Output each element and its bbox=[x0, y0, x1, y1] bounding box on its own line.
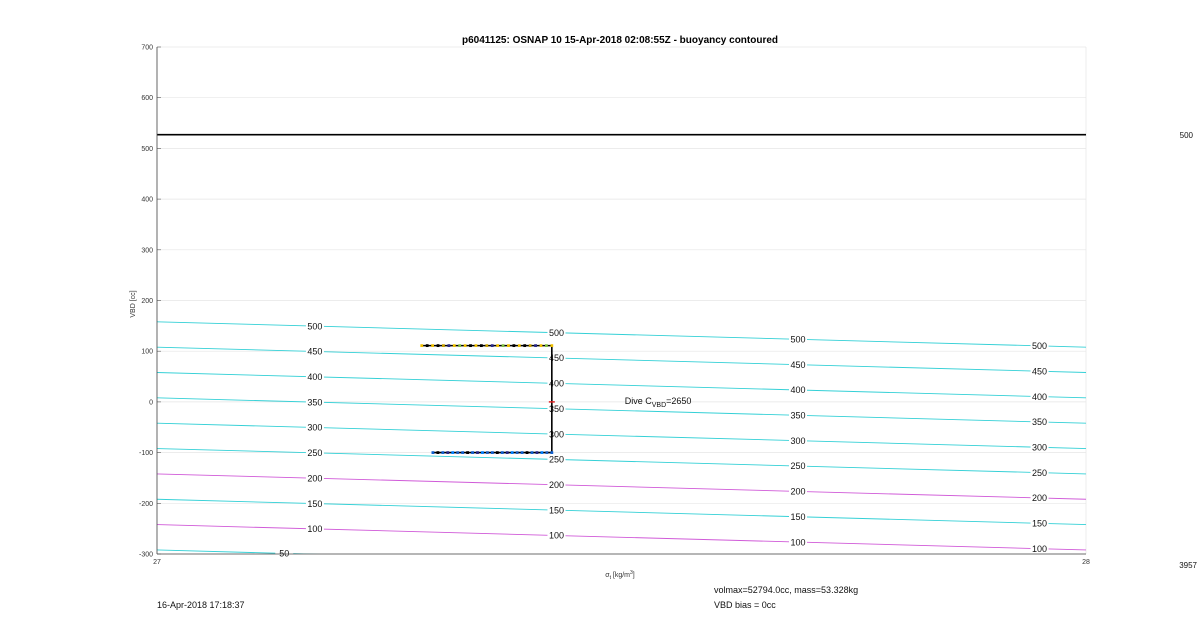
dive-marker-point bbox=[496, 451, 499, 454]
contour-label: 200 bbox=[790, 486, 806, 497]
contour-label: 100 bbox=[548, 530, 564, 541]
footer-timestamp: 16-Apr-2018 17:18:37 bbox=[157, 600, 245, 610]
x-axis-label: $\sigma_t$ $[kg/m^3]$ bbox=[605, 570, 635, 581]
y-tick-label: 400 bbox=[141, 196, 153, 204]
dive-marker-point bbox=[469, 344, 472, 347]
dive-marker-point bbox=[491, 451, 494, 454]
dive-marker-point bbox=[529, 344, 532, 347]
dive-marker-point bbox=[550, 451, 553, 454]
dive-marker-point bbox=[476, 451, 479, 454]
dive-marker-point bbox=[447, 344, 450, 347]
dive-marker-point bbox=[436, 451, 439, 454]
dive-marker-point bbox=[536, 451, 539, 454]
dive-marker-point bbox=[432, 451, 435, 454]
y-tick-label: 600 bbox=[141, 95, 153, 103]
y-tick-label: -300 bbox=[138, 551, 153, 559]
right-label-top: 500 bbox=[1179, 131, 1193, 140]
dive-marker-point bbox=[512, 344, 515, 347]
dive-marker-point bbox=[545, 344, 548, 347]
dive-marker-point bbox=[431, 344, 434, 347]
dive-marker-point bbox=[511, 451, 514, 454]
y-tick-label: 100 bbox=[141, 348, 153, 356]
contour-label: 250 bbox=[307, 448, 323, 459]
contour-label: 100 bbox=[1032, 543, 1048, 554]
dive-marker-point bbox=[464, 344, 467, 347]
y-tick-label: 200 bbox=[141, 298, 153, 305]
contour-line-300 bbox=[157, 423, 1086, 448]
y-tick-label: -200 bbox=[138, 500, 153, 508]
y-tick-label: 700 bbox=[141, 44, 153, 52]
contour-label: 450 bbox=[1032, 366, 1048, 377]
dive-marker-point bbox=[545, 451, 548, 454]
contour-lines bbox=[157, 322, 1086, 576]
dive-marker-point bbox=[466, 451, 469, 454]
contour-label: 200 bbox=[1032, 493, 1048, 504]
dive-marks bbox=[157, 135, 1086, 454]
contour-label: 150 bbox=[548, 505, 564, 516]
footer-volmax-mass: volmax=52794.0cc, mass=53.328kg bbox=[714, 585, 859, 595]
dive-marker-point bbox=[475, 344, 478, 347]
contour-label: 450 bbox=[307, 346, 323, 357]
dive-marker-point bbox=[540, 344, 543, 347]
dive-marker-point bbox=[491, 344, 494, 347]
dive-marker-point bbox=[534, 344, 537, 347]
contour-label: 400 bbox=[307, 372, 323, 383]
contour-label: 500 bbox=[548, 327, 564, 338]
chart-title: p6041125: OSNAP 10 15-Apr-2018 02:08:55Z - buoyancy contoured bbox=[461, 35, 779, 46]
dive-marker-point bbox=[502, 344, 505, 347]
contour-line-400 bbox=[157, 372, 1086, 397]
y-tick-label: 300 bbox=[141, 247, 153, 255]
contour-label: 300 bbox=[1032, 442, 1048, 453]
contour-label: 400 bbox=[548, 378, 564, 389]
dive-cvbd-annotation: Dive $C_{VBD}=2650$ bbox=[624, 395, 692, 409]
dive-marker-point bbox=[550, 344, 553, 347]
dive-marker-point bbox=[526, 451, 529, 454]
contour-label: 500 bbox=[790, 334, 806, 345]
contour-label: 100 bbox=[307, 524, 323, 535]
dive-marker-point bbox=[518, 344, 521, 347]
dive-marker-point bbox=[456, 451, 459, 454]
contour-line-100 bbox=[157, 525, 1086, 550]
x-tick-label: 28 bbox=[1082, 559, 1090, 566]
contour-label: 300 bbox=[790, 435, 806, 446]
footer-vbd-bias: VBD bias = 0cc bbox=[714, 600, 776, 610]
dive-marker-point bbox=[506, 451, 509, 454]
contour-label: 300 bbox=[307, 422, 323, 433]
contour-label: 200 bbox=[307, 473, 323, 484]
dive-marker-point bbox=[516, 451, 519, 454]
buoyancy-contours bbox=[157, 321, 1086, 575]
dive-marker-point bbox=[485, 344, 488, 347]
contour-label: 250 bbox=[790, 461, 806, 472]
dive-marker-point bbox=[481, 451, 484, 454]
dive-marker-point bbox=[486, 451, 489, 454]
contour-line-500 bbox=[157, 322, 1086, 347]
contour-label: 250 bbox=[1032, 467, 1048, 478]
contour-label: 400 bbox=[790, 385, 806, 396]
dive-marker-point bbox=[437, 344, 440, 347]
axes bbox=[139, 45, 1198, 571]
contour-label: 400 bbox=[1032, 391, 1048, 402]
y-tick-label: -100 bbox=[138, 450, 153, 458]
dive-marker-point bbox=[507, 344, 510, 347]
dive-marker-point bbox=[461, 451, 464, 454]
contour-label: 100 bbox=[790, 537, 806, 548]
dive-marker-point bbox=[441, 451, 444, 454]
contour-label: 150 bbox=[790, 511, 806, 522]
contour-label: 150 bbox=[307, 498, 323, 509]
dive-marker-point bbox=[420, 344, 423, 347]
y-tick-label: 0 bbox=[149, 399, 153, 407]
contour-label: 500 bbox=[1032, 341, 1048, 352]
dive-marker-point bbox=[426, 344, 429, 347]
dive-marker-point bbox=[446, 451, 449, 454]
dive-marker-point bbox=[453, 344, 456, 347]
contour-label: 150 bbox=[1032, 518, 1048, 529]
dive-marker-point bbox=[523, 344, 526, 347]
contour-label: 50 bbox=[279, 548, 290, 559]
x-tick-label: 27 bbox=[153, 559, 161, 566]
contour-label: 350 bbox=[307, 397, 323, 408]
dive-marker-point bbox=[541, 451, 544, 454]
contour-label: 200 bbox=[548, 479, 564, 490]
y-tick-label: 500 bbox=[141, 145, 153, 153]
contour-label: 350 bbox=[1032, 417, 1048, 428]
dive-path bbox=[422, 346, 552, 453]
contour-label: 450 bbox=[790, 359, 806, 370]
y-axis-label: VBD [cc] bbox=[130, 290, 137, 318]
dive-marker-point bbox=[471, 451, 474, 454]
dive-marker-point bbox=[480, 344, 483, 347]
contour-label: 450 bbox=[548, 353, 564, 364]
dive-marker-point bbox=[451, 451, 454, 454]
right-label-bottom: 3957 bbox=[1179, 561, 1197, 570]
dive-marker-point bbox=[458, 344, 461, 347]
dive-marker-point bbox=[442, 344, 445, 347]
dive-marker-point bbox=[496, 344, 499, 347]
contour-label: 500 bbox=[307, 321, 323, 332]
dive-marker-point bbox=[531, 451, 534, 454]
contour-label: 350 bbox=[790, 410, 806, 421]
contour-label: 250 bbox=[548, 454, 564, 465]
contour-label: 350 bbox=[548, 403, 564, 414]
dive-marker-point bbox=[501, 451, 504, 454]
dive-marker-point bbox=[521, 451, 524, 454]
contour-line-200 bbox=[157, 474, 1086, 499]
contour-label: 300 bbox=[548, 429, 564, 440]
